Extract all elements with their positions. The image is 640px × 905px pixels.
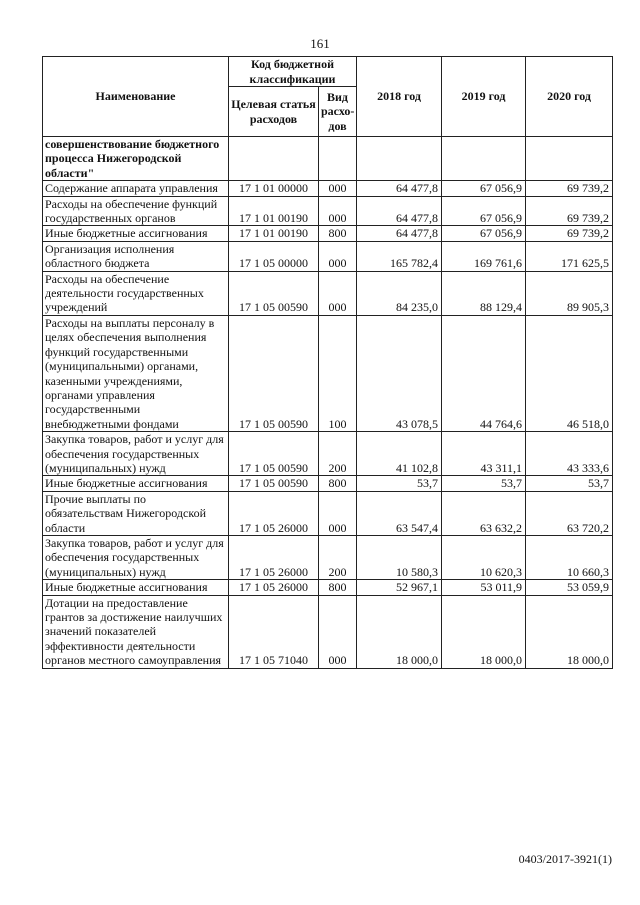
row-value-2018: 53,7 <box>357 476 442 491</box>
table-row <box>43 595 613 668</box>
row-name: Расходы на обеспечение функций государственных органов <box>43 196 229 226</box>
row-value-2019: 67 056,9 <box>442 226 526 241</box>
row-value-2018: 64 477,8 <box>357 196 442 226</box>
table-row <box>43 432 613 476</box>
row-value-2018: 41 102,8 <box>357 432 442 476</box>
row-name: Иные бюджетные ассигнования <box>43 580 229 595</box>
row-target-article: 17 1 05 00590 <box>229 432 319 476</box>
row-value-2019: 18 000,0 <box>442 595 526 668</box>
row-name: Закупка товаров, работ и услуг для обеспечения государственных (муниципальных) нужд <box>43 432 229 476</box>
row-target-article: 17 1 05 00000 <box>229 241 319 271</box>
row-name: Дотации на предоставление грантов за достижение наилучших значений показателей эффективности деятельности органов местного самоуправления <box>43 595 229 668</box>
table-row <box>43 137 613 181</box>
row-expense-type: 000 <box>319 196 357 226</box>
row-target-article: 17 1 05 00590 <box>229 476 319 491</box>
row-value-2020: 53 059,9 <box>526 580 613 595</box>
row-value-2020: 89 905,3 <box>526 271 613 315</box>
row-target-article: 17 1 01 00190 <box>229 226 319 241</box>
budget-table <box>42 56 613 669</box>
page-number: 161 <box>310 36 330 51</box>
row-name: Содержание аппарата управления <box>43 181 229 196</box>
row-value-2020: 63 720,2 <box>526 491 613 535</box>
row-expense-type: 000 <box>319 271 357 315</box>
table-row <box>43 196 613 226</box>
row-value-2019: 53,7 <box>442 476 526 491</box>
row-target-article: 17 1 05 71040 <box>229 595 319 668</box>
row-target-article <box>229 137 319 181</box>
row-target-article: 17 1 05 26000 <box>229 491 319 535</box>
row-value-2020: 171 625,5 <box>526 241 613 271</box>
row-value-2018: 64 477,8 <box>357 226 442 241</box>
row-value-2018: 43 078,5 <box>357 315 442 431</box>
row-value-2019: 169 761,6 <box>442 241 526 271</box>
row-expense-type: 000 <box>319 491 357 535</box>
row-value-2018: 64 477,8 <box>357 181 442 196</box>
row-value-2020: 69 739,2 <box>526 196 613 226</box>
row-name: Закупка товаров, работ и услуг для обеспечения государственных (муниципальных) нужд <box>43 535 229 579</box>
row-value-2020: 46 518,0 <box>526 315 613 431</box>
row-value-2020: 69 739,2 <box>526 181 613 196</box>
row-value-2020: 69 739,2 <box>526 226 613 241</box>
row-name: Иные бюджетные ассигнования <box>43 226 229 241</box>
row-value-2020: 10 660,3 <box>526 535 613 579</box>
table-row <box>43 580 613 595</box>
table-row <box>43 476 613 491</box>
row-value-2018: 18 000,0 <box>357 595 442 668</box>
row-value-2019: 10 620,3 <box>442 535 526 579</box>
row-value-2019: 43 311,1 <box>442 432 526 476</box>
row-expense-type: 800 <box>319 476 357 491</box>
row-name: Прочие выплаты по обязательствам Нижегородской области <box>43 491 229 535</box>
row-target-article: 17 1 05 26000 <box>229 535 319 579</box>
row-target-article: 17 1 05 00590 <box>229 315 319 431</box>
row-value-2018: 84 235,0 <box>357 271 442 315</box>
row-expense-type <box>319 137 357 181</box>
table-row <box>43 181 613 196</box>
row-expense-type: 000 <box>319 181 357 196</box>
header-classification: Код бюджетной классификации <box>229 57 357 87</box>
row-value-2019: 67 056,9 <box>442 196 526 226</box>
row-target-article: 17 1 05 26000 <box>229 580 319 595</box>
table-row <box>43 271 613 315</box>
table-body <box>43 137 613 669</box>
row-name: Расходы на выплаты персоналу в целях обеспечения выполнения функций государственными (муниципальными) органами, казенными учреждениями, органами управления государственными внебюджетными фондами <box>43 315 229 431</box>
document-code: 0403/2017-3921(1) <box>518 852 612 866</box>
table-row <box>43 315 613 431</box>
row-value-2018 <box>357 137 442 181</box>
table-row <box>43 491 613 535</box>
row-value-2018: 63 547,4 <box>357 491 442 535</box>
row-expense-type: 100 <box>319 315 357 431</box>
row-target-article: 17 1 01 00000 <box>229 181 319 196</box>
row-value-2020: 18 000,0 <box>526 595 613 668</box>
row-value-2019: 67 056,9 <box>442 181 526 196</box>
row-target-article: 17 1 05 00590 <box>229 271 319 315</box>
row-expense-type: 800 <box>319 226 357 241</box>
row-value-2019: 88 129,4 <box>442 271 526 315</box>
row-name: Расходы на обеспечение деятельности государственных учреждений <box>43 271 229 315</box>
header-year-2018: 2018 год <box>357 57 442 137</box>
row-target-article: 17 1 01 00190 <box>229 196 319 226</box>
header-name: Наименование <box>43 57 229 137</box>
row-value-2018: 10 580,3 <box>357 535 442 579</box>
header-year-2020: 2020 год <box>526 57 613 137</box>
table-row <box>43 241 613 271</box>
table-row <box>43 226 613 241</box>
row-value-2018: 165 782,4 <box>357 241 442 271</box>
row-value-2019: 44 764,6 <box>442 315 526 431</box>
table-row <box>43 535 613 579</box>
row-name: Иные бюджетные ассигнования <box>43 476 229 491</box>
row-value-2018: 52 967,1 <box>357 580 442 595</box>
header-year-2019: 2019 год <box>442 57 526 137</box>
header-target-article: Целевая статья расходов <box>229 87 319 137</box>
row-expense-type: 800 <box>319 580 357 595</box>
row-value-2019 <box>442 137 526 181</box>
row-name: совершенствование бюджетного процесса Нижегородской области" <box>43 137 229 181</box>
row-value-2019: 53 011,9 <box>442 580 526 595</box>
row-expense-type: 200 <box>319 432 357 476</box>
row-name: Организация исполнения областного бюджета <box>43 241 229 271</box>
header-expense-type: Вид расхо-дов <box>319 87 357 137</box>
row-expense-type: 200 <box>319 535 357 579</box>
row-value-2020 <box>526 137 613 181</box>
row-value-2020: 43 333,6 <box>526 432 613 476</box>
row-expense-type: 000 <box>319 241 357 271</box>
row-value-2020: 53,7 <box>526 476 613 491</box>
row-value-2019: 63 632,2 <box>442 491 526 535</box>
row-expense-type: 000 <box>319 595 357 668</box>
